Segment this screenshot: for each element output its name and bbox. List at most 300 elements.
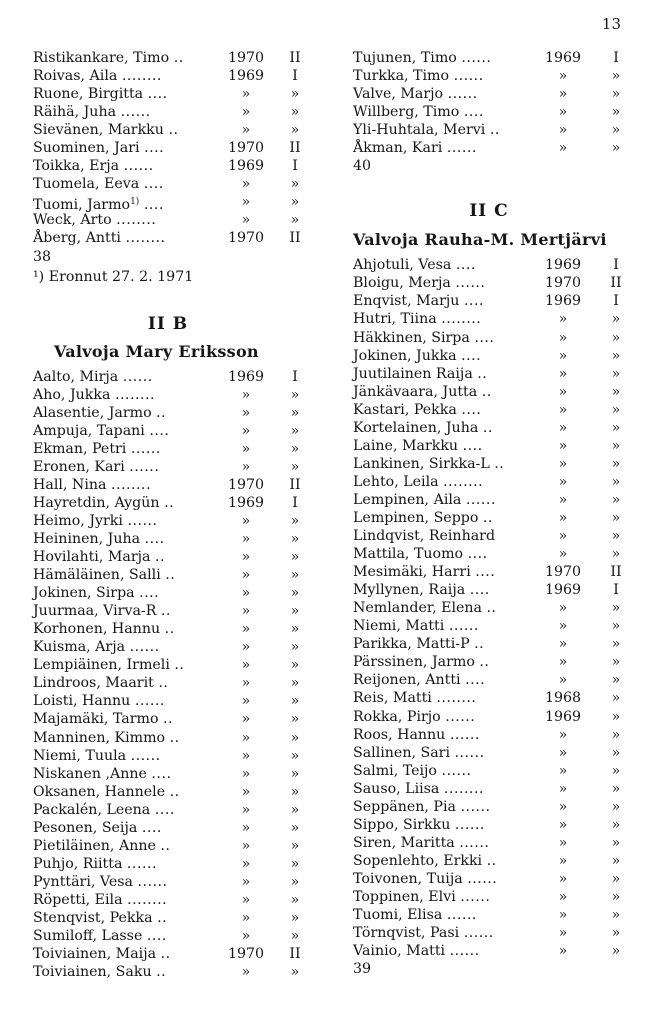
year-value: 1970: [227, 946, 265, 963]
dot-leader: ......: [441, 762, 472, 779]
student-name: Toiviainen, Maija ..: [33, 946, 171, 963]
year-value: »: [558, 816, 568, 833]
year-value: »: [241, 964, 251, 981]
class-level-value: »: [290, 440, 300, 457]
class-level-value: »: [290, 891, 300, 908]
year-value: »: [558, 383, 568, 400]
class-level-value: »: [290, 783, 300, 800]
list-item: [353, 726, 625, 744]
list-item: [33, 121, 303, 139]
student-name: Mattila, Tuomo ....: [353, 546, 488, 563]
year-value: 1969: [544, 708, 582, 725]
year-value: »: [241, 549, 251, 566]
student-name: Sauso, Liisa ........: [353, 780, 485, 797]
student-name: Sumiloff, Lasse ....: [33, 928, 167, 945]
class-level-value: »: [290, 801, 300, 818]
year-value: »: [241, 837, 251, 854]
dot-leader: ......: [130, 440, 161, 457]
student-count: 40: [353, 158, 372, 175]
class-level-value: »: [611, 708, 621, 725]
class-level-value: I: [613, 50, 619, 66]
list-item: [353, 139, 625, 157]
year-value: »: [558, 798, 568, 815]
year-value: »: [241, 212, 251, 229]
list-item: [353, 292, 625, 310]
footnote-marker: 1): [130, 197, 140, 208]
class-level-value: »: [611, 104, 621, 121]
list-item: [353, 401, 625, 419]
list-item: [33, 783, 303, 801]
student-name: Aho, Jukka ........: [33, 386, 156, 403]
student-name: Roos, Hannu ......: [353, 726, 480, 743]
student-name: Röpetti, Eila ........: [33, 891, 168, 908]
year-value: »: [241, 530, 251, 547]
class-level-value: »: [611, 798, 621, 815]
dot-leader: ....: [144, 530, 165, 547]
class-level-value: II: [289, 50, 301, 66]
class-level-value: »: [290, 675, 300, 692]
class-level-value: »: [611, 834, 621, 851]
dot-leader: ..: [160, 603, 171, 620]
year-value: »: [241, 86, 251, 103]
class-level-value: II: [289, 230, 301, 247]
year-value: »: [558, 762, 568, 779]
class-level-value: »: [611, 509, 621, 526]
dot-leader: ....: [143, 176, 164, 193]
student-name: Vainio, Matti ......: [353, 943, 480, 960]
student-name: Hall, Nina ........: [33, 476, 152, 493]
class-level-value: »: [611, 925, 621, 942]
dot-leader: ..: [168, 122, 179, 139]
list-item: [353, 563, 625, 581]
class-level-value: »: [290, 855, 300, 872]
list-item: [353, 780, 625, 798]
year-value: »: [241, 819, 251, 836]
list-item: [353, 329, 625, 347]
student-name: Salmi, Teijo ......: [353, 762, 472, 779]
dot-leader: ..: [174, 657, 185, 674]
dot-leader: ......: [454, 816, 485, 833]
year-value: 1969: [544, 257, 582, 274]
dot-leader: ........: [121, 68, 162, 85]
year-value: »: [241, 603, 251, 620]
class-level-value: »: [611, 329, 621, 346]
list-item: [353, 365, 625, 383]
year-value: 1969: [227, 68, 265, 85]
dot-leader: ......: [463, 925, 494, 942]
class-level-value: »: [611, 491, 621, 508]
class-level-value: »: [611, 744, 621, 761]
dot-leader: ........: [436, 690, 477, 707]
list-item: [353, 103, 625, 121]
year-value: »: [241, 639, 251, 656]
student-name: Valve, Marjo ......: [353, 86, 478, 103]
year-value: »: [241, 458, 251, 475]
class-level-value: »: [290, 512, 300, 529]
dot-leader: ..: [482, 509, 493, 526]
list-item: [353, 509, 625, 527]
class-level-value: »: [290, 86, 300, 103]
class-level-value: »: [290, 837, 300, 854]
dot-leader: ......: [127, 512, 158, 529]
student-name: Jokinen, Sirpa ....: [33, 585, 160, 602]
student-name: Seppänen, Pia ......: [353, 798, 491, 815]
year-value: »: [558, 600, 568, 617]
year-value: »: [558, 347, 568, 364]
list-item: [33, 512, 303, 530]
list-item: [33, 674, 303, 692]
student-name: Alasentie, Jarmo ..: [33, 404, 167, 421]
class-level-value: II: [610, 275, 622, 292]
class-level-value: »: [611, 401, 621, 418]
class-level-value: »: [290, 194, 300, 211]
dot-leader: ......: [137, 873, 168, 890]
year-value: »: [558, 528, 568, 545]
dot-leader: ..: [486, 852, 497, 869]
student-name: Lempinen, Seppo ..: [353, 509, 493, 526]
dot-leader: ......: [446, 907, 477, 924]
year-value: »: [241, 621, 251, 638]
list-item: [353, 256, 625, 274]
dot-leader: ..: [169, 783, 180, 800]
list-item: [353, 274, 625, 292]
class-level-value: »: [611, 852, 621, 869]
dot-leader: ......: [461, 50, 492, 66]
year-value: »: [558, 925, 568, 942]
year-value: »: [241, 567, 251, 584]
dot-leader: ......: [448, 618, 479, 635]
dot-leader: ......: [129, 458, 160, 475]
list-item: [33, 530, 303, 548]
year-value: »: [558, 672, 568, 689]
dot-leader: ........: [114, 386, 156, 403]
student-name: Juutilainen Raija ..: [353, 365, 488, 382]
year-value: »: [558, 365, 568, 382]
class-level-value: »: [290, 104, 300, 121]
class-list-continued: [353, 49, 625, 157]
list-item: [33, 193, 303, 214]
dot-leader: ....: [462, 437, 483, 454]
list-item: [33, 458, 303, 476]
dot-leader: ..: [163, 711, 174, 728]
list-item: [33, 404, 303, 422]
student-name: Kortelainen, Juha ..: [353, 419, 493, 436]
dot-leader: ..: [474, 636, 485, 653]
class-level-value: »: [611, 528, 621, 545]
dot-leader: ....: [463, 104, 484, 121]
year-value: »: [558, 491, 568, 508]
dot-leader: ....: [149, 422, 170, 439]
student-name: Ekman, Petri ......: [33, 440, 161, 457]
left-column: [33, 49, 303, 981]
class-level-value: »: [611, 437, 621, 454]
page-number: 13: [601, 15, 621, 33]
class-heading-iic: II C: [469, 201, 509, 222]
student-name: Sippo, Sirkku ......: [353, 816, 485, 833]
list-item: [33, 692, 303, 710]
student-name: Sopenlehto, Erkki ..: [353, 852, 497, 869]
year-value: »: [241, 657, 251, 674]
student-name: Siren, Maritta ......: [353, 834, 490, 851]
list-item: [33, 891, 303, 909]
year-value: »: [241, 585, 251, 602]
class-level-value: »: [611, 870, 621, 887]
dot-leader: ....: [455, 257, 476, 274]
student-name: Kastari, Pekka ....: [353, 401, 482, 418]
class-level-value: »: [611, 86, 621, 103]
dot-leader: ..: [157, 909, 168, 926]
student-name: Jokinen, Jukka ....: [353, 347, 482, 364]
class-level-value: »: [611, 365, 621, 382]
student-name: Yli-Huhtala, Mervi ..: [353, 122, 500, 139]
student-name: Aalto, Mirja ......: [33, 368, 153, 385]
class-list-iib: [33, 368, 303, 982]
student-name: Puhjo, Riitta ......: [33, 855, 157, 872]
student-name: Heininen, Juha ....: [33, 530, 165, 547]
list-item: [353, 924, 625, 942]
student-name: Packalén, Leena ....: [33, 801, 175, 818]
list-item: [33, 765, 303, 783]
student-name: Kuisma, Arja ......: [33, 639, 160, 656]
year-value: »: [558, 68, 568, 85]
year-value: »: [558, 636, 568, 653]
list-item: [33, 85, 303, 103]
dot-leader: ......: [447, 86, 478, 103]
list-item: [353, 689, 625, 707]
dot-leader: ..: [482, 419, 493, 436]
student-name: Suominen, Jari ....: [33, 140, 165, 157]
right-column: [353, 49, 625, 978]
list-item: [33, 927, 303, 945]
student-name: Reis, Matti ........: [353, 690, 477, 707]
year-value: »: [241, 440, 251, 457]
dot-leader: ......: [446, 140, 477, 157]
list-item: [33, 566, 303, 584]
list-item: [33, 620, 303, 638]
dot-leader: ..: [486, 600, 497, 617]
student-name: Åkman, Kari ......: [353, 140, 477, 157]
list-item: [33, 440, 303, 458]
class-level-value: I: [613, 257, 619, 274]
student-name: Ampuja, Tapani ....: [33, 422, 170, 439]
class-level-value: I: [292, 494, 298, 511]
year-value: »: [558, 311, 568, 328]
class-level-value: »: [611, 636, 621, 653]
year-value: »: [558, 834, 568, 851]
list-item: [353, 581, 625, 599]
student-name: Hovilahti, Marja ..: [33, 549, 166, 566]
dot-leader: ....: [475, 564, 496, 581]
student-name: Lempiäinen, Irmeli ..: [33, 657, 185, 674]
year-value: »: [558, 618, 568, 635]
list-item: [33, 819, 303, 837]
footnote: ¹) Eronnut 27. 2. 1971: [33, 268, 194, 285]
student-name: Pynttäri, Vesa ......: [33, 873, 168, 890]
class-level-value: »: [290, 603, 300, 620]
dot-leader: ..: [156, 964, 167, 981]
student-name: Mesimäki, Harri ....: [353, 564, 496, 581]
dot-leader: ....: [461, 401, 482, 418]
year-value: 1969: [227, 368, 265, 385]
year-value: »: [241, 176, 251, 193]
dot-leader: ..: [164, 621, 175, 638]
class-level-value: I: [292, 158, 298, 175]
year-value: 1968: [544, 690, 582, 707]
student-name: Hämäläinen, Salli ..: [33, 567, 176, 584]
dot-leader: ....: [465, 672, 486, 689]
dot-leader: ....: [151, 765, 172, 782]
class-level-value: »: [611, 68, 621, 85]
student-name: Myllynen, Raija ....: [353, 582, 490, 599]
student-name: Majamäki, Tarmo ..: [33, 711, 174, 728]
student-name: Bloigu, Merja ......: [353, 275, 486, 292]
dot-leader: ..: [481, 383, 492, 400]
year-value: »: [241, 765, 251, 782]
class-level-value: II: [610, 564, 622, 581]
dot-leader: ..: [173, 50, 184, 66]
student-name: Enqvist, Marju ....: [353, 293, 484, 310]
dot-leader: ......: [455, 275, 486, 292]
dot-leader: ........: [443, 473, 484, 490]
dot-leader: ......: [122, 368, 153, 385]
class-list-continued: [33, 49, 303, 248]
year-value: »: [558, 86, 568, 103]
class-level-value: »: [290, 530, 300, 547]
year-value: »: [241, 801, 251, 818]
student-name: Willberg, Timo ....: [353, 104, 484, 121]
year-value: 1970: [544, 275, 582, 292]
student-name: Niemi, Matti ......: [353, 618, 479, 635]
list-item: [353, 473, 625, 491]
dot-leader: ..: [165, 567, 176, 584]
year-value: »: [241, 855, 251, 872]
year-value: »: [241, 122, 251, 139]
year-value: 1970: [227, 230, 265, 247]
dot-leader: ....: [463, 293, 484, 310]
list-item: [353, 671, 625, 689]
student-name: Roivas, Aila ........: [33, 68, 162, 85]
year-value: »: [241, 909, 251, 926]
class-level-value: II: [289, 140, 301, 157]
student-name: Eronen, Kari ......: [33, 458, 160, 475]
list-item: [353, 798, 625, 816]
student-count: 39: [353, 961, 372, 978]
year-value: »: [558, 654, 568, 671]
list-item: [33, 494, 303, 512]
list-item: [353, 762, 625, 780]
dot-leader: ........: [441, 311, 482, 328]
year-value: »: [558, 870, 568, 887]
year-value: »: [558, 329, 568, 346]
student-name: Tuomi, Jarmo$^{1)}$ ....: [33, 197, 164, 214]
dot-leader: ..: [494, 455, 505, 472]
year-value: 1969: [544, 582, 582, 599]
list-item: [33, 476, 303, 494]
dot-leader: ......: [445, 708, 476, 725]
student-name: Korhonen, Hannu ..: [33, 621, 175, 638]
list-item: [33, 945, 303, 963]
student-name: Loisti, Hannu ......: [33, 693, 165, 710]
class-level-value: »: [290, 873, 300, 890]
list-item: [33, 103, 303, 121]
student-name: Tuomi, Elisa ......: [353, 907, 477, 924]
year-value: »: [241, 747, 251, 764]
student-name: Pärssinen, Jarmo ..: [353, 654, 490, 671]
class-level-value: »: [611, 419, 621, 436]
year-value: 1970: [227, 476, 265, 493]
class-level-value: »: [290, 711, 300, 728]
list-item: [33, 855, 303, 873]
list-item: [353, 49, 625, 67]
dot-leader: ....: [147, 86, 168, 103]
class-level-value: »: [611, 383, 621, 400]
student-name: Sievänen, Markku ..: [33, 122, 179, 139]
class-level-value: II: [289, 946, 301, 963]
class-level-value: »: [290, 729, 300, 746]
dot-leader: ......: [459, 834, 490, 851]
year-value: »: [558, 473, 568, 490]
class-level-value: »: [290, 404, 300, 421]
student-name: Räihä, Juha ......: [33, 104, 151, 121]
year-value: »: [558, 888, 568, 905]
student-name: Häkkinen, Sirpa ....: [353, 329, 495, 346]
list-item: [353, 121, 625, 139]
class-level-value: »: [290, 639, 300, 656]
year-value: 1970: [227, 50, 265, 66]
year-value: »: [241, 404, 251, 421]
year-value: »: [558, 140, 568, 157]
dot-leader: ....: [146, 928, 167, 945]
list-item: [353, 545, 625, 563]
list-item: [33, 67, 303, 85]
class-level-value: I: [292, 368, 298, 385]
year-value: 1970: [227, 140, 265, 157]
class-level-value: »: [290, 176, 300, 193]
class-level-value: »: [611, 311, 621, 328]
dot-leader: ....: [139, 585, 160, 602]
class-level-value: »: [290, 928, 300, 945]
list-item: [33, 368, 303, 386]
student-name: Tujunen, Timo ......: [353, 50, 492, 66]
dot-leader: ......: [123, 158, 154, 175]
list-item: [33, 747, 303, 765]
class-level-value: »: [611, 455, 621, 472]
class-level-value: »: [290, 693, 300, 710]
list-item: [33, 801, 303, 819]
class-level-value: »: [290, 212, 300, 229]
class-level-value: »: [290, 585, 300, 602]
class-level-value: »: [290, 747, 300, 764]
dot-leader: ..: [477, 365, 488, 382]
class-level-value: II: [289, 476, 301, 493]
list-item: [353, 437, 625, 455]
year-value: »: [241, 104, 251, 121]
class-level-value: »: [611, 690, 621, 707]
year-value: »: [241, 512, 251, 529]
year-value: »: [241, 783, 251, 800]
year-value: »: [241, 711, 251, 728]
class-level-value: »: [611, 943, 621, 960]
student-name: Åberg, Antti ........: [33, 230, 166, 247]
class-level-value: »: [611, 726, 621, 743]
list-item: [353, 599, 625, 617]
dot-leader: ......: [449, 726, 480, 743]
list-item: [353, 617, 625, 635]
student-name: Pesonen, Seija ....: [33, 819, 162, 836]
dot-leader: ....: [461, 347, 482, 364]
year-value: »: [558, 455, 568, 472]
class-level-value: »: [611, 618, 621, 635]
